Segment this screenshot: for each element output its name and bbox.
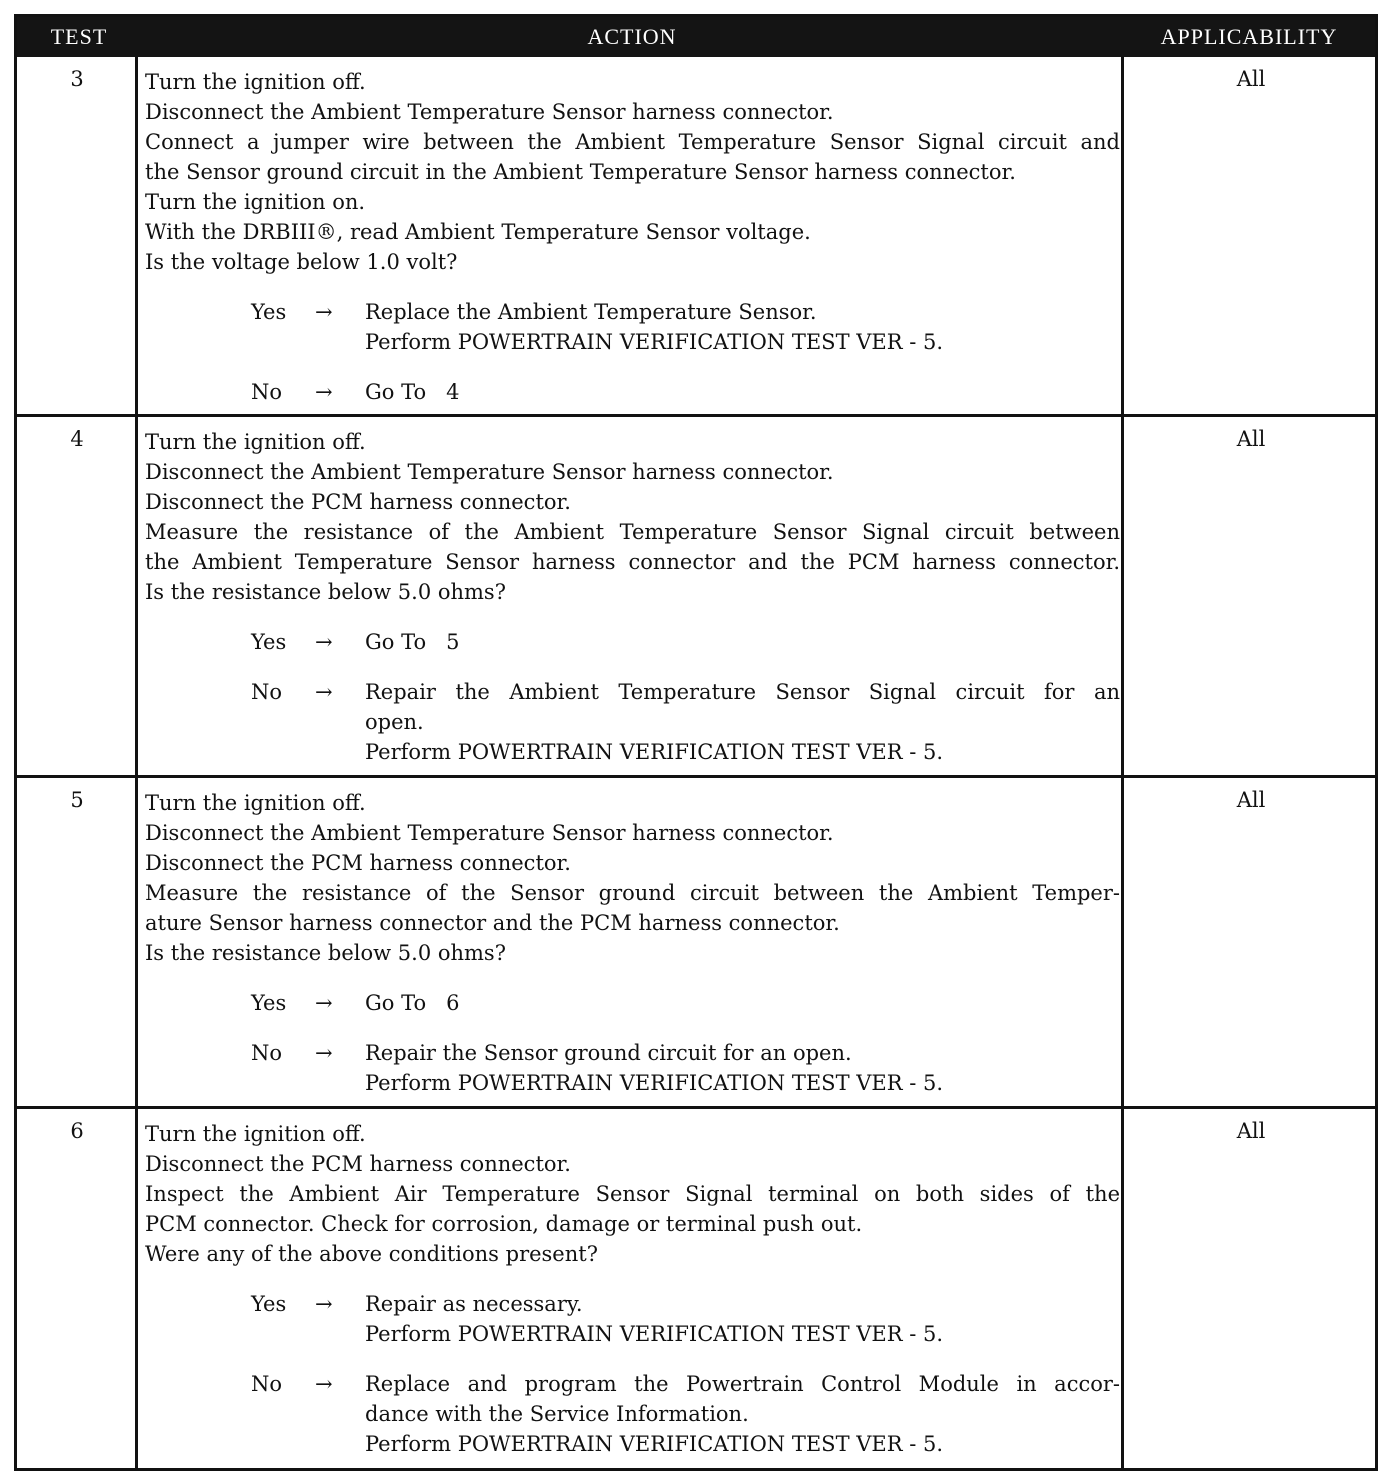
yes-response <box>145 1289 1120 1349</box>
yes-response <box>145 297 1120 357</box>
step-line: Turn the ignition off. <box>145 70 366 94</box>
applicability-value: All <box>1236 67 1266 91</box>
arrow-right-icon: → <box>315 380 333 404</box>
test-row-5 <box>17 778 1375 1106</box>
diagnostic-test-table <box>14 14 1378 1471</box>
response-line: Go To 4 <box>365 380 460 404</box>
step-line: Turn the ignition on. <box>145 190 366 214</box>
yes-label: Yes <box>251 630 287 654</box>
step-line: Turn the ignition off. <box>145 430 366 454</box>
test-number: 5 <box>70 788 84 812</box>
step-line: Is the voltage below 1.0 volt? <box>145 250 458 274</box>
step-line: Disconnect the PCM harness connector. <box>145 1152 571 1176</box>
step-line: the Sensor ground circuit in the Ambient Temperature Sensor harness connector. <box>145 160 1016 184</box>
no-label: No <box>251 380 283 404</box>
step-line: Is the resistance below 5.0 ohms? <box>145 941 506 965</box>
applicability-value: All <box>1236 427 1266 451</box>
response-line: Go To 5 <box>365 630 460 654</box>
response-line: Go To 6 <box>365 991 460 1015</box>
response-line: Perform POWERTRAIN VERIFICATION TEST VER - 5. <box>365 1432 944 1456</box>
no-response <box>145 1038 1120 1098</box>
step-line: Turn the ignition off. <box>145 1122 366 1146</box>
applicability-value: All <box>1236 788 1266 812</box>
response-line: Repair as necessary. <box>365 1292 583 1316</box>
test-number: 4 <box>70 427 84 451</box>
no-response <box>145 1369 1120 1459</box>
response-line: dance with the Service Information. <box>365 1402 749 1426</box>
arrow-right-icon: → <box>315 991 333 1015</box>
arrow-right-icon: → <box>315 1372 333 1396</box>
arrow-right-icon: → <box>315 680 333 704</box>
test-number: 3 <box>70 67 84 91</box>
test-row-4 <box>17 417 1375 775</box>
yes-label: Yes <box>251 300 287 324</box>
header-test: TEST <box>50 24 108 49</box>
step-line: Connect a jumper wire between the Ambient Temperature Sensor Signal circuit and <box>145 130 1120 154</box>
arrow-right-icon: → <box>315 630 333 654</box>
step-line: Disconnect the PCM harness connector. <box>145 490 571 514</box>
test-number: 6 <box>70 1119 84 1143</box>
test-action <box>145 67 1120 407</box>
no-label: No <box>251 1041 283 1065</box>
step-line: Disconnect the PCM harness connector. <box>145 851 571 875</box>
response-line: Perform POWERTRAIN VERIFICATION TEST VER - 5. <box>365 330 944 354</box>
arrow-right-icon: → <box>315 1292 333 1316</box>
test-action <box>145 788 1120 1098</box>
header-applicability: APPLICABILITY <box>1160 24 1338 49</box>
response-line: Repair the Ambient Temperature Sensor Signal circuit for an <box>365 680 1120 704</box>
step-line: Were any of the above conditions present? <box>145 1242 598 1266</box>
step-line: Turn the ignition off. <box>145 791 366 815</box>
yes-label: Yes <box>251 1292 287 1316</box>
step-line: PCM connector. Check for corrosion, damage or terminal push out. <box>145 1212 863 1236</box>
response-line: Perform POWERTRAIN VERIFICATION TEST VER - 5. <box>365 1322 944 1346</box>
no-response <box>145 377 1120 407</box>
arrow-right-icon: → <box>315 300 333 324</box>
no-response <box>145 677 1120 767</box>
no-label: No <box>251 680 283 704</box>
test-action <box>145 1119 1120 1459</box>
response-line: Repair the Sensor ground circuit for an open. <box>365 1041 852 1065</box>
applicability-value: All <box>1236 1119 1266 1143</box>
response-line: Replace the Ambient Temperature Sensor. <box>365 300 817 324</box>
step-line: Disconnect the Ambient Temperature Sensor harness connector. <box>145 460 834 484</box>
table-header <box>17 17 1375 57</box>
yes-response <box>145 988 1120 1018</box>
step-line: Inspect the Ambient Air Temperature Sensor Signal terminal on both sides of the <box>145 1182 1120 1206</box>
arrow-right-icon: → <box>315 1041 333 1065</box>
step-line: Disconnect the Ambient Temperature Sensor harness connector. <box>145 100 834 124</box>
test-row-6 <box>17 1109 1375 1468</box>
step-line: Measure the resistance of the Sensor ground circuit between the Ambient Temper- <box>145 881 1120 905</box>
response-line: Replace and program the Powertrain Control Module in accor- <box>365 1372 1120 1396</box>
step-line: With the DRBIII®, read Ambient Temperature Sensor voltage. <box>145 220 811 244</box>
step-line: Measure the resistance of the Ambient Temperature Sensor Signal circuit between <box>145 520 1120 544</box>
yes-label: Yes <box>251 991 287 1015</box>
step-line: the Ambient Temperature Sensor harness connector and the PCM harness connector. <box>145 550 1120 574</box>
test-row-3 <box>17 57 1375 414</box>
step-line: Is the resistance below 5.0 ohms? <box>145 580 506 604</box>
response-line: open. <box>365 710 424 734</box>
step-line: ature Sensor harness connector and the PCM harness connector. <box>145 911 840 935</box>
response-line: Perform POWERTRAIN VERIFICATION TEST VER - 5. <box>365 740 944 764</box>
step-line: Disconnect the Ambient Temperature Sensor harness connector. <box>145 821 834 845</box>
yes-response <box>145 627 1120 657</box>
header-action: ACTION <box>587 24 677 49</box>
no-label: No <box>251 1372 283 1396</box>
test-action <box>145 427 1120 767</box>
response-line: Perform POWERTRAIN VERIFICATION TEST VER - 5. <box>365 1071 944 1095</box>
